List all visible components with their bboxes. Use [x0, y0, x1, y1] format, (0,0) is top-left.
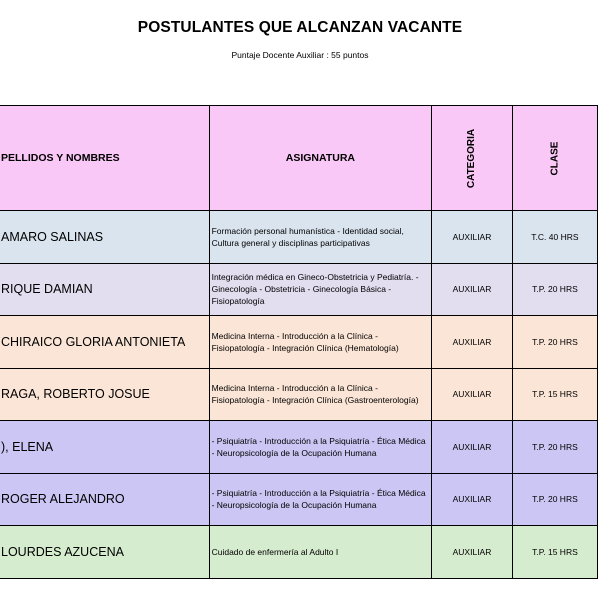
page-title: POSTULANTES QUE ALCANZAN VACANTE	[137, 19, 463, 36]
subject-cell: - Psiquiatría - Introducción a la Psiquiatría - Ética Médica - Neuropsicología de la Ocupación Humana	[209, 473, 432, 526]
class-header-label: CLASE	[549, 141, 561, 176]
applicant-name: LOURDES AZUCENA	[0, 526, 209, 579]
column-header-class	[512, 106, 597, 211]
class-cell: T.P. 20 HRS	[512, 316, 597, 369]
class-cell: T.P. 20 HRS	[512, 263, 597, 316]
column-header-names: PELLIDOS Y NOMBRES	[0, 106, 209, 211]
applicant-name: ROGER ALEJANDRO	[0, 473, 209, 526]
applicants-table	[0, 105, 598, 579]
applicant-name: ), ELENA	[0, 421, 209, 474]
table-row	[0, 473, 598, 526]
table-row	[0, 421, 598, 474]
category-cell: AUXILIAR	[432, 211, 513, 264]
subject-cell: Integración médica en Gineco-Obstetricia y Pediatría. - Ginecología - Obstetricia - Ginecología Básica - Fisiopatología	[209, 263, 432, 316]
column-header-category	[432, 106, 513, 211]
table-row	[0, 368, 598, 421]
subject-cell: Medicina Interna - Introducción a la Clínica - Fisiopatología - Integración Clínica (Hematología)	[209, 316, 432, 369]
class-cell: T.P. 15 HRS	[512, 368, 597, 421]
table-row	[0, 526, 598, 579]
applicant-name: AMARO SALINAS	[0, 211, 209, 264]
table-row	[0, 263, 598, 316]
category-cell: AUXILIAR	[432, 316, 513, 369]
subject-cell: Cuidado de enfermería al Adulto I	[209, 526, 432, 579]
page-subtitle: Puntaje Docente Auxiliar : 55 puntos	[231, 50, 369, 60]
subject-cell: Formación personal humanística - Identidad social, Cultura general y disciplinas participativas	[209, 211, 432, 264]
category-cell: AUXILIAR	[432, 421, 513, 474]
subject-cell: Medicina Interna - Introducción a la Clínica - Fisiopatología - Integración Clínica (Gastroenterología)	[209, 368, 432, 421]
applicant-name: RAGA, ROBERTO JOSUE	[0, 368, 209, 421]
applicant-name: RIQUE DAMIAN	[0, 263, 209, 316]
category-cell: AUXILIAR	[432, 263, 513, 316]
table-row	[0, 316, 598, 369]
class-cell: T.C. 40 HRS	[512, 211, 597, 264]
class-cell: T.P. 20 HRS	[512, 421, 597, 474]
category-cell: AUXILIAR	[432, 473, 513, 526]
applicant-name: CHIRAICO GLORIA ANTONIETA	[0, 316, 209, 369]
category-header-label: CATEGORIA	[466, 128, 478, 189]
column-header-subject: ASIGNATURA	[209, 106, 432, 211]
category-cell: AUXILIAR	[432, 526, 513, 579]
category-cell: AUXILIAR	[432, 368, 513, 421]
class-cell: T.P. 20 HRS	[512, 473, 597, 526]
class-cell: T.P. 15 HRS	[512, 526, 597, 579]
table-header-row	[0, 106, 598, 211]
subject-cell: - Psiquiatría - Introducción a la Psiquiatría - Ética Médica - Neuropsicología de la Ocupación Humana	[209, 421, 432, 474]
table-row	[0, 211, 598, 264]
